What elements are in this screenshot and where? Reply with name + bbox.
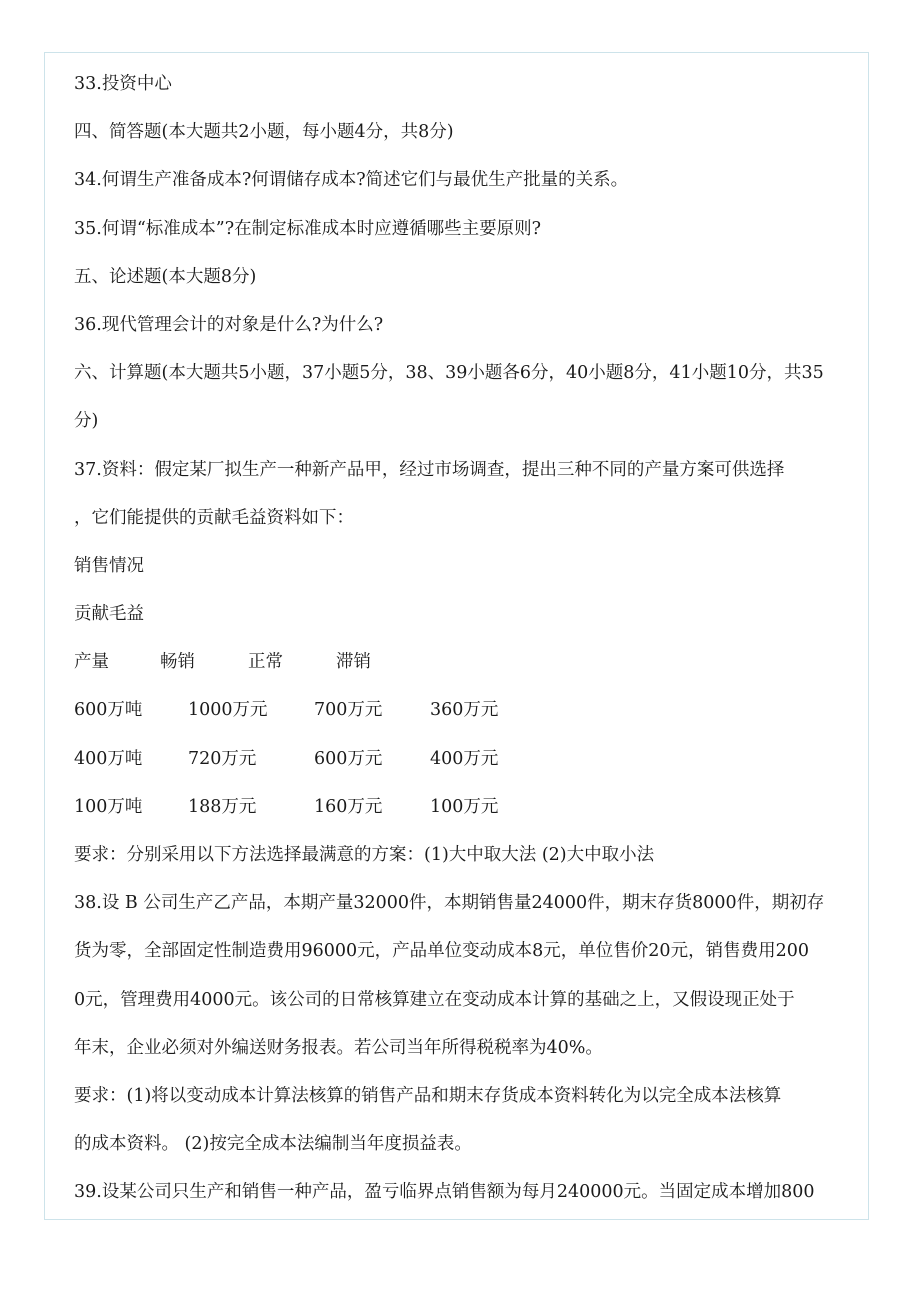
question-38-requirement-cont: 的成本资料。 (2)按完全成本法编制当年度损益表。: [74, 1134, 472, 1155]
table-cell: 400万元: [430, 748, 499, 769]
question-37: 37.资料：假定某厂拟生产一种新产品甲，经过市场调查，提出三种不同的产量方案可供选择: [74, 459, 785, 480]
table-header-cell: 产量: [74, 652, 109, 673]
table-cell: 600万吨: [74, 700, 143, 721]
question-38: 38.设 B 公司生产乙产品，本期产量32000件，本期销售量24000件，期末存货8000件，期初存: [74, 893, 825, 914]
document-body: [74, 60, 864, 1217]
table-cell: 100万元: [430, 796, 499, 817]
section-heading-essay: 五、论述题(本大题8分): [74, 266, 257, 287]
section-heading-calculation: 六、计算题(本大题共5小题，37小题5分，38、39小题各6分，40小题8分，41小题10分，共35: [74, 363, 824, 384]
table-caption-sales: 销售情况: [74, 555, 144, 576]
question-34: 34.何谓生产准备成本?何谓储存成本?简述它们与最优生产批量的关系。: [74, 170, 629, 191]
table-cell: 700万元: [314, 700, 383, 721]
table-cell: 188万元: [188, 796, 257, 817]
table-caption-margin: 贡献毛益: [74, 604, 144, 625]
question-38-cont-2: 0元，管理费用4000元。该公司的日常核算建立在变动成本计算的基础之上，又假设现正处于: [74, 989, 795, 1010]
table-cell: 600万元: [314, 748, 383, 769]
question-36: 36.现代管理会计的对象是什么?为什么?: [74, 314, 384, 335]
table-header-cell: 畅销: [160, 652, 195, 673]
table-cell: 100万吨: [74, 796, 143, 817]
table-row: [74, 735, 864, 783]
table-row: [74, 783, 864, 831]
question-39: 39.设某公司只生产和销售一种产品，盈亏临界点销售额为每月240000元。当固定成本增加800: [74, 1182, 815, 1203]
question-37-requirement: 要求：分别采用以下方法选择最满意的方案：(1)大中取大法 (2)大中取小法: [74, 845, 655, 865]
table-cell: 360万元: [430, 700, 499, 721]
table-cell: 400万吨: [74, 748, 143, 769]
question-38-cont-1: 货为零，全部固定性制造费用96000元，产品单位变动成本8元，单位售价20元，销售费用200: [74, 941, 809, 962]
table-row: [74, 686, 864, 734]
section-heading-short-answer: 四、简答题(本大题共2小题，每小题4分，共8分): [74, 122, 454, 143]
table-cell: 1000万元: [188, 700, 268, 721]
table-header-cell: 滞销: [336, 652, 371, 673]
table-cell: 160万元: [314, 796, 383, 817]
question-35: 35.何谓“标准成本”?在制定标准成本时应遵循哪些主要原则?: [74, 218, 541, 239]
table-header-cell: 正常: [248, 652, 283, 673]
table-cell: 720万元: [188, 748, 257, 769]
question-38-cont-3: 年末，企业必须对外编送财务报表。若公司当年所得税税率为40%。: [74, 1037, 603, 1058]
question-37-cont: ，它们能提供的贡献毛益资料如下：: [74, 507, 354, 528]
table-header-row: [74, 638, 864, 686]
question-38-requirement: 要求：(1)将以变动成本计算法核算的销售产品和期末存货成本资料转化为以完全成本法核算: [74, 1085, 782, 1106]
item-33: 33.投资中心: [74, 74, 172, 94]
section-heading-calculation-cont: 分): [74, 411, 99, 432]
